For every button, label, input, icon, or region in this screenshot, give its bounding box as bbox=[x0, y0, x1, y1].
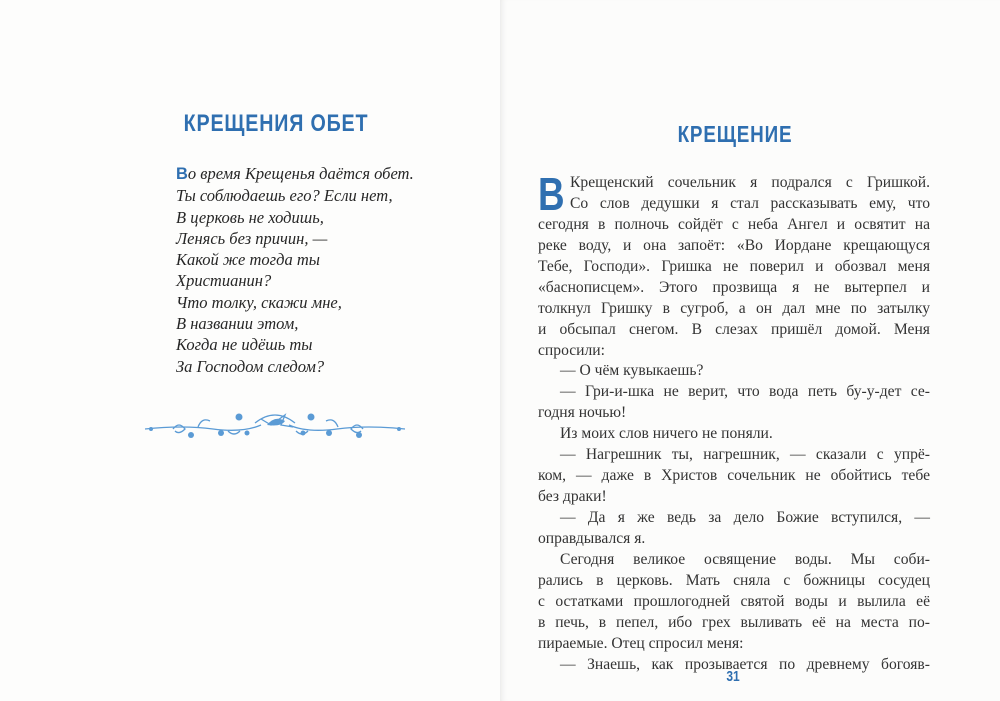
text-line: оправдывался я. bbox=[538, 529, 646, 547]
text-line: реке воду, и она запоёт: «Во Иордане крещающуся bbox=[538, 236, 930, 254]
text-line: с остатками прошлогодней святой воды и вылила её bbox=[538, 592, 930, 610]
text-line: толкнул Гришку в сугроб, а он дал мне по затылку bbox=[538, 299, 930, 317]
text-line: Со слов дедушки я стал рассказывать ему, что bbox=[570, 194, 930, 212]
drop-cap: В bbox=[538, 168, 565, 220]
text-line: — Знаешь, как прозывается по древнему богояв- bbox=[560, 655, 930, 673]
text-line: годня ночью! bbox=[538, 404, 627, 422]
poem-line: Какой же тогда ты bbox=[176, 250, 320, 270]
poem-line-text: о время Крещенья даётся обет. bbox=[187, 164, 414, 183]
poem-line: Ты соблюдаешь его? Если нет, bbox=[176, 186, 393, 206]
page-number: 31 bbox=[726, 668, 740, 685]
story-text bbox=[538, 168, 930, 676]
text-line: сегодня в полночь сойдёт с неба Ангел и освятит на bbox=[538, 215, 930, 233]
text-line: Тебе, Господи». Гришка не поверил и обозвал меня bbox=[538, 257, 930, 275]
poem-line: Христианин? bbox=[176, 271, 272, 291]
story-title: КРЕЩЕНИЕ bbox=[677, 121, 793, 147]
floral-bird-ornament-icon bbox=[143, 405, 407, 441]
text-line: — Нагрешник ты, нагрешник, — сказали с упрё- bbox=[560, 446, 930, 464]
text-line: в печь, в пепел, ибо грех выливать её на места по- bbox=[538, 613, 930, 631]
poem-line: Что толку, скажи мне, bbox=[176, 292, 342, 312]
poem-initial: В bbox=[176, 165, 188, 183]
poem-line: В названии этом, bbox=[176, 314, 299, 334]
text-line: рались в церковь. Мать сняла с божницы сосудец bbox=[538, 571, 930, 589]
text-line: без драки! bbox=[538, 488, 607, 506]
poem-line: За Господом следом? bbox=[176, 356, 325, 376]
text-line: Сегодня великое освящение воды. Мы соби- bbox=[560, 550, 930, 568]
text-line: спросили: bbox=[538, 341, 605, 359]
text-line: — О чём кувыкаешь? bbox=[560, 362, 704, 380]
text-line: Из моих слов ничего не поняли. bbox=[560, 425, 773, 443]
poem-line: Когда не идёшь ты bbox=[176, 335, 313, 355]
poem-line bbox=[176, 163, 414, 185]
text-line: Крещенский сочельник я подрался с Гришкой. bbox=[570, 174, 930, 191]
poem-line: Ленясь без причин, — bbox=[176, 228, 328, 248]
poem-line: В церковь не ходишь, bbox=[176, 207, 324, 227]
text-line: и обсыпал снегом. В слезах пришёл домой. Меня bbox=[538, 320, 930, 338]
text-line: ком, — даже в Христов сочельник не обойтись тебе bbox=[538, 467, 930, 485]
text-line: пираемые. Отец спросил меня: bbox=[538, 634, 744, 652]
text-line: — Гри-и-шка не верит, что вода петь бу-у-дет се- bbox=[560, 383, 930, 401]
poem bbox=[176, 163, 414, 377]
text-line: — Да я же ведь за дело Божие вступился, — bbox=[560, 509, 930, 526]
poem-title: КРЕЩЕНИЯ ОБЕТ bbox=[183, 110, 369, 137]
text-line: «баснописцем». Этого прозвища я не вытерпел и bbox=[538, 278, 930, 296]
